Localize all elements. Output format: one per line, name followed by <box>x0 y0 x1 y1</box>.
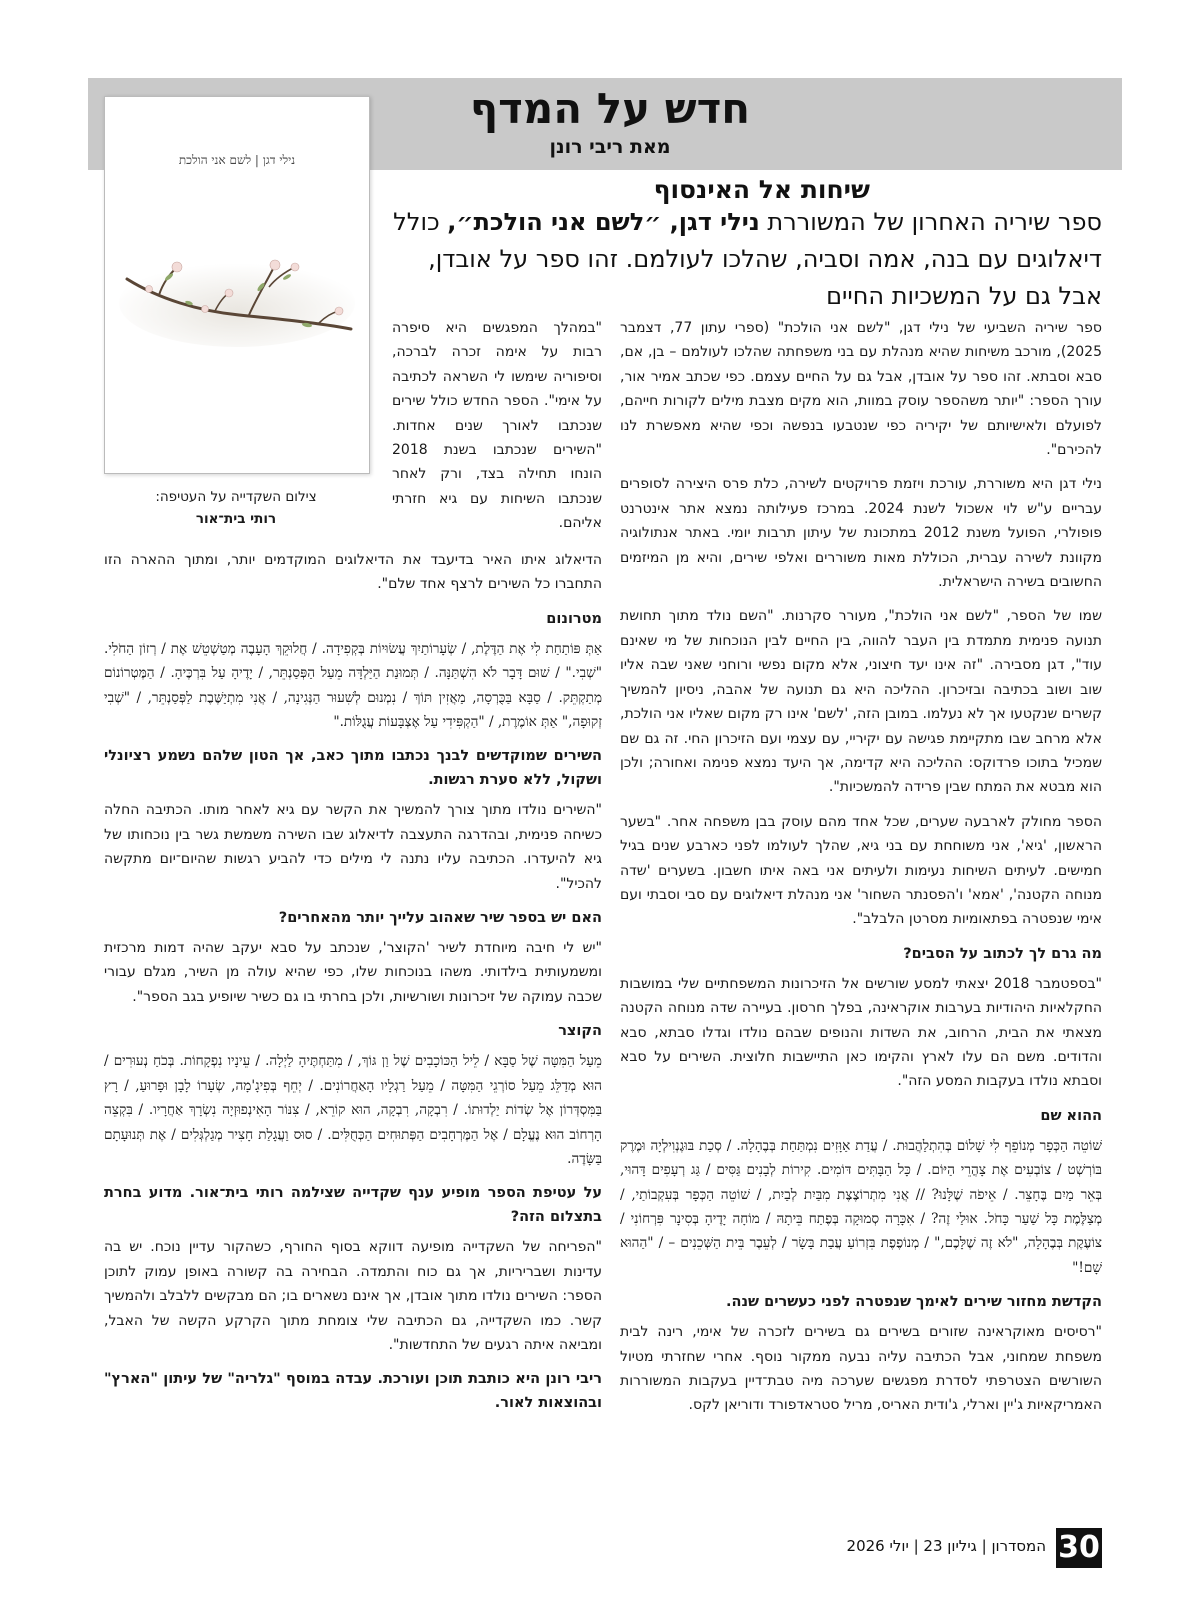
interview-question: מה גרם לך לכתוב על הסבים? <box>903 945 1102 962</box>
poem-text: אַתְּ פּוֹתַחַת לִי אֶת הַדֶּלֶת, / שְׂעָרוֹתַיִךְ עֲשׂוּיוֹת בְּקְפִידָה. / חֲלוּקֵךְ הָעָבֶה מְטַשְׁטֵשׁ אֶת / רְזוֹן הַחֹלִי. "שְׁבִי." / שׁוּם דָּבָר לֹא הִשְׁתַּנָּה. / תְּמוּנַת הַיַּלְדָּה מֵעַל הַפְּסַנְתֵּר, / יָדֶיהָ עַל בִּרְכֶּיהָ. / הַמֶּטְרוֹנוֹם מְתַקְתֵּק. / סַבָּא בַּכֻּרְסָה, מַאֲזִין תּוֹךְ / נִמְנוּם לְשִׁעוּר הַנְּגִינָה, / אֲנִי מִתְיַשֶּׁבֶת לַפְּסַנְתֵּר, / "שְׁבִי זְקוּפָה," אַתְּ אוֹמֶרֶת, / "הַקְפִּידִי עַל אֶצְבָּעוֹת עֲגֻלּוֹת." <box>104 640 602 731</box>
lead-author-title: נילי דגן, ״לשם אני הולכת״, <box>447 208 760 236</box>
author-bio: ריבי רונן היא כותבת תוכן ועורכת. עבדה במוסף "גלריה" של עיתון "הארץ" ובהוצאות לאור. <box>104 1371 602 1412</box>
article-column-middle <box>392 316 602 546</box>
poem-text: מֵעַל הַמִּטָּה שֶׁל סַבָּא / לֵיל הַכּוֹכָבִים שֶׁל וַן גּוֹךְ, / מִתַּחְתֶּיהָ לַיְלָה. / עֵינָיו נִפְקָחוֹת. בְּכֹחַ נְעוּרִים / הוּא מְדַלֵּג מֵעַל סוֹרְגֵי הַמִּטָּה / מֵעַל רַגְלָיו הָאַחֲרוֹנִים. / יְחֵף בְּפִיגָ'מָה, שְׂעָרוֹ לָבָן וּפָרוּעַ, / רָץ בַּמִּסְדְּרוֹן אֶל שְׂדוֹת יַלְדוּתוֹ. / רִבְקָה, רִבְקָה, הוּא קוֹרֵא, / צִנּוֹר הָאִינְפוּזְיָה נִשְׂרָךְ אַחֲרָיו. / בִּקְצֵה הָרְחוֹב הוּא נֶעֱלָם / אֶל הַמֶּרְחָבִים הַפְּתוּחִים הַכְּחֻלִּים. / סוּס וַעֲגָלַת חָצִיר מְגַלְגְּלִים / אֶת תְּנוּעָתָם בַּשָּׂדֶה. <box>104 1053 602 1167</box>
paragraph: "יש לי חיבה מיוחדת לשיר 'הקוצר', שנכתב על סבא יעקב שהיה דמות מרכזית ומשמעותית בילדותי. משהו בנוכחות שלו, כפי שהיא עולה מן השיר, מגלם עבורי שכבה עמוקה של זיכרונות ושורשיות, ולכן בחרתי בו גם כשיר שיופיע בגב הספר". <box>104 940 602 1005</box>
paragraph: הדיאלוג איתו האיר בדיעבד את הדיאלוגים המוקדמים יותר, ומתוך ההארה הזו התחברו כל השירים לרצף אחד שלם". <box>104 552 602 593</box>
page-footer <box>818 1528 1102 1568</box>
interview-question: הקדשת מחזור שירים לאימך שנפטרה לפני כעשרים שנה. <box>726 1294 1102 1311</box>
poem-text: שׁוֹטֵה הַכְּפָר מְנוֹפֵף לִי שָׁלוֹם בְּהִתְלַהֲבוּת. / עֲדַת אַוָּזִים נִמְתַּחַת בְּבֶהָלָה. / סְכַת בּוּגֶנְוִילְיָה וּמֶרֶק בּוֹרְשְׁט / צוֹבְעִים אֶת צָהֳרֵי הַיּוֹם. / כָּל הַבָּתִּים דּוֹמִים. קִירוֹת לְבָנִים גַּסִּים / גַּג רְעָפִים דָּהוּי, בְּאֵר מַיִם בֶּחָצֵר. / אֵיפֹה שֶׁלָּנוּ? // אֲנִי מִתְרוֹצֶצֶת מִבַּיִת לְבַיִת, / שׁוֹטֵה הַכְּפָר בְּעִקְבוֹתַי, / מְצַלֶּמֶת כָּל שַׁעַר כָּחֹל. אוּלַי זֶה? / אִכָּרָה סְמוּקָה בְּפֶתַח בֵּיתָהּ / מוֹחָה יָדֶיהָ בְּסִינָר פִּרְחוֹנִי / צוֹעֶקֶת בְּבֶהָלָה, "לֹא זֶה שֶׁלָּכֶם," / מְנוֹפֶפֶת בִּזְרוֹעַ עֲבַת בָּשָׂר / לְעֵבֶר בֵּית הַשְּׁכֵנִים – / "הַהוּא שָׁם!" <box>620 1137 1102 1276</box>
paragraph: "בספטמבר 2018 יצאתי למסע שורשים אל הזיכרונות המשפחתיים שלי במושבות החקלאיות היהודיות בערבות אוקראינה, בפלך חרסון. בעיירה שדה מנוחה הקטנה מצאתי את הבית, הרחוב, את השדות והנופים שבהם נולדו וגדלו סבתא, סבא והדודים. משם הם עלו לארץ והקימו כאן התיישבות חלוצית. השירים על סבא וסבתא נולדו בעקבות המסע הזה". <box>620 975 1102 1090</box>
photo-credit <box>104 486 368 530</box>
article-column-left <box>104 548 602 1421</box>
book-cover-image <box>104 96 370 474</box>
article-lead <box>386 204 1102 315</box>
photo-credit-name: רותי בית־אור <box>195 511 277 527</box>
almond-branch-icon <box>119 237 355 347</box>
interview-question: האם יש בספר שיר שאהוב עלייך יותר מהאחרים? <box>278 910 602 927</box>
lead-text-end: כולל דיאלוגים עם בנה, אמה וסביה, שהלכו לעולמם. זהו ספר על אובדן, אבל גם על המשכיות החיים <box>393 208 1102 310</box>
paragraph: נילי דגן היא משוררת, עורכת ויזמת פרויקטים לשירה, כלת פרס היצירה לסופרים עבריים ע"ש לוי אשכול לשנת 2024. במרכז פעילותה נמצא אתר אינטרנט פופולרי, הפועל משנת 2012 במתכונת של עיתון תרבות יומי. באתר אנתולוגיה מקוונת לשירה עברית, הכוללת מאות משוררים ואלפי שירים, והיא מן המיזמים החשובים בשירה הישראלית. <box>620 476 1102 591</box>
paragraph: ספר שיריה השביעי של נילי דגן, "לשם אני הולכת" (ספרי עתון 77, דצמבר 2025), מורכב משיחות שהיא מנהלת עם בני משפחתה שהלכו לעולמם – בן, אם, סבא וסבתא. זהו ספר על אובדן, אבל גם על החיים עצמם. כפי שכתב אמיר אור, עורך הספר: "יותר משהספר עוסק במוות, הוא מקים מצבת מילים לקורות חייהם, לפועלם ולאישיותם של יקיריה כפי שנטבעו בנפשה וכפי שהיא מאפשרת לנו להכירם". <box>620 320 1102 459</box>
page-number: 30 <box>1056 1528 1102 1568</box>
poem-title: מטרונום <box>546 610 602 627</box>
article-column-right <box>620 316 1102 1428</box>
paragraph: "רסיסים מאוקראינה שזורים בשירים גם בשירים לזכרה של אימי, רינה לבית משפחת שמחוני, אבל הכתיבה עליה נבעה ממקור נוסף. אחרי שחזרתי מטיול השורשים הצטרפתי לסדרת מפגשים שערכה מיה טבת־דיין בעקבות המשוררות האמריקאיות ג'יין וארלי, ג'ודית האריס, מריל סטראדפורד ודוריאן לקס. <box>620 1324 1102 1414</box>
article-title: שיחות אל האינסוף <box>653 175 870 204</box>
paragraph: "השירים נולדו מתוך צורך להמשיך את הקשר עם גיא לאחר מותו. הכתיבה החלה כשיחה פנימית, ובהדרגה התעצבה לדיאלוג שבו השירה משמשת גשר בין נוכחותו של גיא להיעדרו. הכתיבה עליו נתנה לי מילים כדי להביע רגשות שהיום־יום מתקשה להכיל". <box>104 802 602 892</box>
lead-text: ספר שיריה האחרון של המשוררת <box>759 208 1102 236</box>
poem-title: ההוא שם <box>1040 1107 1102 1124</box>
paragraph: הספר מחולק לארבעה שערים, שכל אחד מהם עוסק בבן משפחה אחר. "בשער הראשון, 'גיא', אני משוחחת עם בני גיא, שהלך לעולמו לפני כארבע שנים בגיל חמישים. לעיתים השיחות נעימות ולעיתים אני באה איתו חשבון. בשערים 'שדה מנוחה הקטנה', 'אמא' ו'הפסנתר השחור' אני מנהלת דיאלוגים עם סבי וסבתי ועם אימי שנפטרה בפתאומיות מסרטן הלבלב". <box>620 813 1102 928</box>
paragraph: "במהלך המפגשים היא סיפרה רבות על אימה זכרה לברכה, וסיפוריה שימשו לי השראה לכתיבה על אימי". הספר החדש כולל שירים שנכתבו לאורך שנים אחדות. "השירים שנכתבו בשנת 2018 הונחו תחילה בצד, ורק לאחר שנכתבו השיחות עם גיא חזרתי אליהם. <box>392 320 602 532</box>
photo-credit-label: צילום השקדייה על העטיפה: <box>155 489 317 505</box>
publication-info: המסדרון | גיליון 23 | יולי 2026 <box>846 1537 1046 1555</box>
interview-question: השירים שמוקדשים לבנך נכתבו מתוך כאב, אך הטון שלהם נשמע רציונלי ושקול, ללא סערת רגשות. <box>104 748 602 789</box>
interview-question: על עטיפת הספר מופיע ענף שקדייה שצילמה רותי בית־אור. מדוע בחרת בתצלום הזה? <box>104 1185 602 1226</box>
author-byline: מאת ריבי רונן <box>549 136 671 158</box>
cover-title: נילי דגן | לשם אני הולכת <box>178 153 296 167</box>
poem-title: הקוצר <box>558 1023 602 1040</box>
paragraph: "הפריחה של השקדייה מופיעה דווקא בסוף החורף, כשהקור עדיין נוכח. יש בה עדינות ושבריריות, אך גם כוח והתמדה. הבחירה בה קשורה באופן עמוק לתוכן הספר: השירים נולדו מתוך אובדן, אך אינם נשארים בו; הם מבקשים ללבלב ולהמשיך קשר. כמו השקדייה, גם הכתיבה שלי צומחת מתוך הקרקע הקשה של האבל, ומביאה איתה רגעים של התחדשות". <box>104 1239 602 1353</box>
paragraph: שמו של הספר, "לשם אני הולכת", מעורר סקרנות. "השם נולד מתוך תחושת תנועה פנימית מתמדת בין העבר להווה, בין החיים לבין הנוכחות של מי שאינם עוד", דגן מסבירה. "זה אינו יעד חיצוני, אלא מקום נפשי ורוחני שאני שבה אליו שוב ושוב בכתיבה ובזיכרון. ההליכה היא גם תנועה של אהבה, ניסיון להמשיך קשרים שנקטעו אך לא נעלמו. במובן הזה, 'לשם' אינו רק מקום שאליו אני הולכת, אלא מרחב שבו מתקיימת פגישה עם יקיריי, עם עצמי ועם הזיכרון החי. זה גם שם שמכיל בתוכו פרדוקס: ההליכה היא קדימה, אך היעד נמצא פנימה ואחורה; ולכן הוא מבטא את המתח שבין פרידה להמשכיות". <box>620 608 1102 796</box>
section-title: חדש על המדף <box>469 84 751 133</box>
